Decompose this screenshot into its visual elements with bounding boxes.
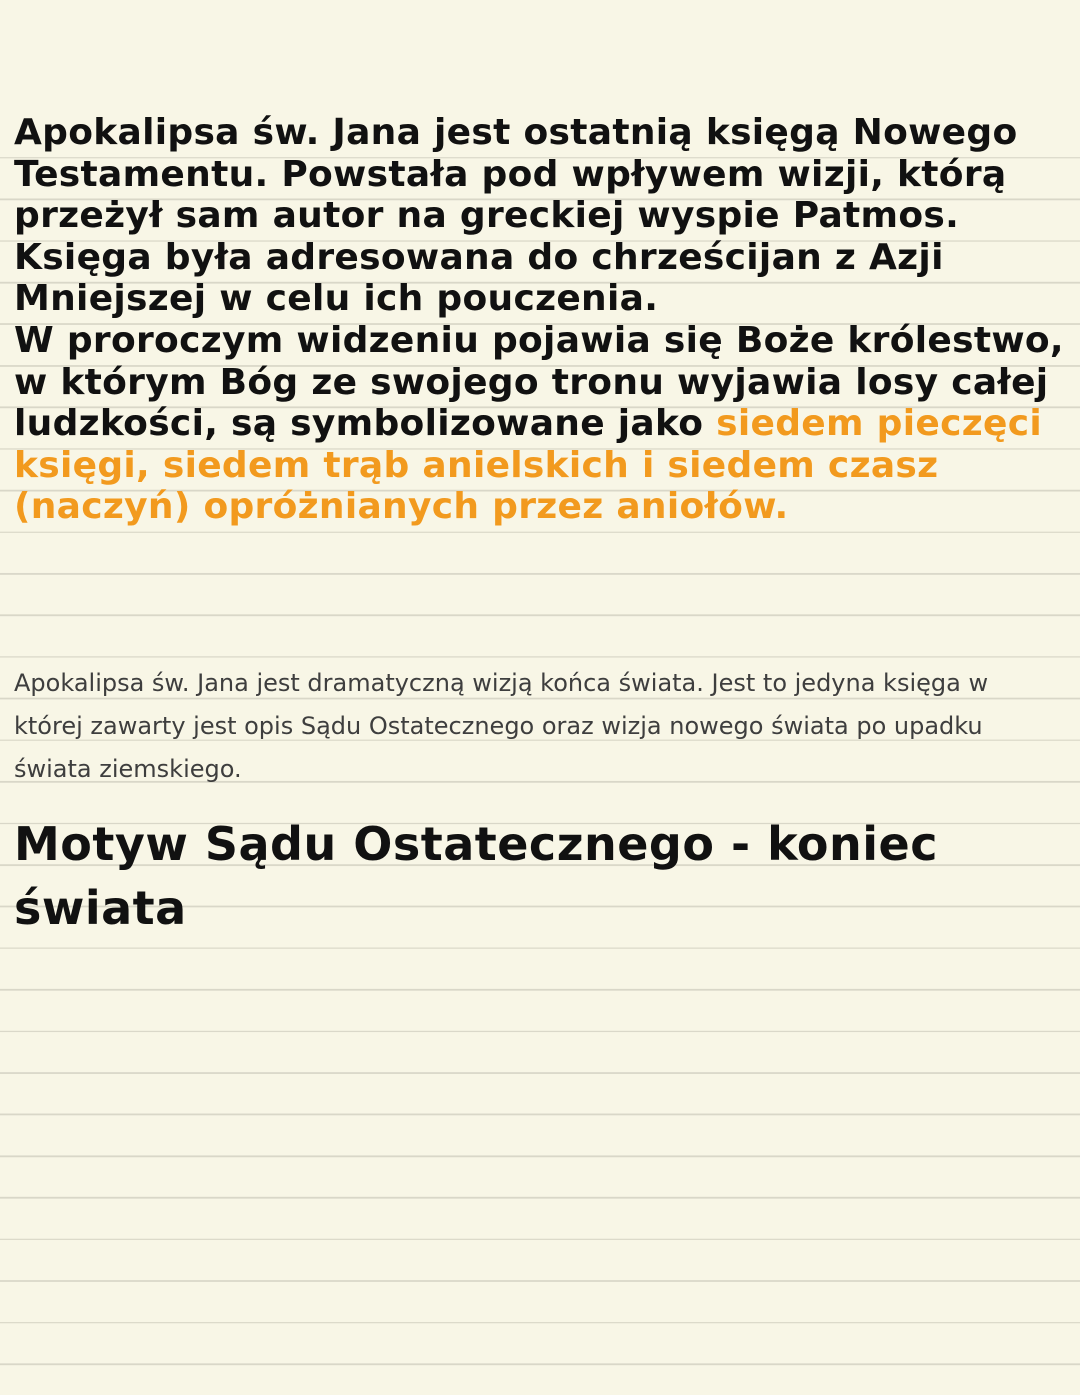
handwritten-note xyxy=(14,112,1074,528)
handwritten-highlight-symbols: siedem pieczęci księgi, siedem trąb anielskich i siedem czasz (naczyń) opróżnianych przez aniołów. xyxy=(14,403,1042,528)
section-heading: Motyw Sądu Ostatecznego - koniec świata xyxy=(14,817,939,935)
handwritten-paragraph-2-text: W proroczym widzeniu pojawia się Boże królestwo, w którym Bóg ze swojego tronu wyjawia losy całej ludzkości, są symbolizowane jako xyxy=(14,319,1064,445)
handwritten-paragraph-2 xyxy=(14,320,1074,528)
typed-paragraph: Apokalipsa św. Jana jest dramatyczną wizją końca świata. Jest to jedyna księga w której zawarty jest opis Sądu Ostatecznego oraz wizja nowego świata po upadku świata ziemskiego. xyxy=(14,669,989,783)
handwritten-paragraph-1: Apokalipsa św. Jana jest ostatnią księgą Nowego Testamentu. Powstała pod wpływem wizji, którą przeżył sam autor na greckiej wyspie Patmos. Księga była adresowana do chrześcijan z Azji Mniejszej w celu ich pouczenia. xyxy=(14,112,1018,320)
paper-top-margin xyxy=(0,0,1080,117)
